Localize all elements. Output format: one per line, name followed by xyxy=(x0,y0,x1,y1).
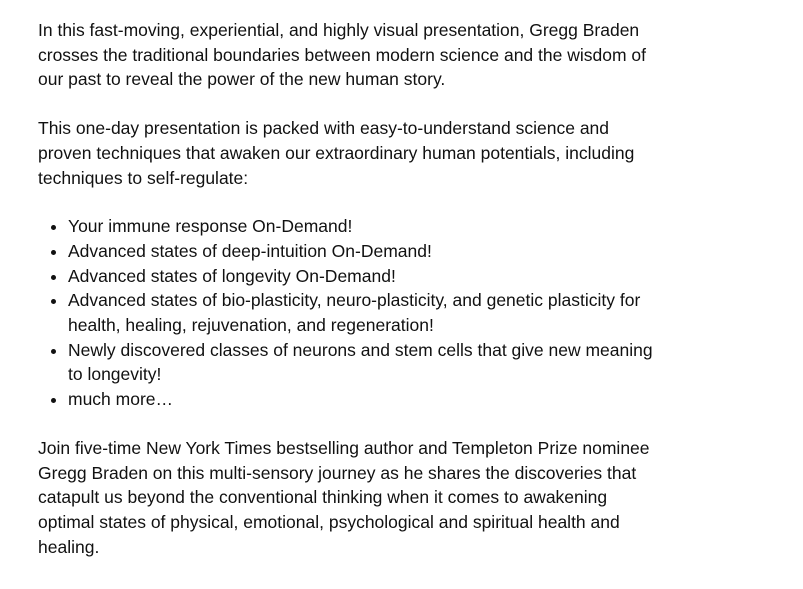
list-item: • much more… xyxy=(68,387,663,412)
list-item: • Newly discovered classes of neurons and stem cells that give new meaning to longevity! xyxy=(68,338,663,387)
intro-paragraph: In this fast-moving, experiential, and highly visual presentation, Gregg Braden crosses the traditional boundaries between modern science and the wisdom of our past to reveal the power of the new human story. xyxy=(38,20,646,90)
overview-paragraph: This one-day presentation is packed with easy-to-understand science and proven techniques that awaken our extraordinary human potentials, including techniques to self-regulate: xyxy=(38,118,635,188)
author-paragraph: Join five-time New York Times bestselling author and Templeton Prize nominee Gregg Braden on this multi-sensory journey as he shares the discoveries that catapult us beyond the conventional thinking when it comes to awakening optimal states of physical, emotional, psychological and spiritual health and healing. xyxy=(38,437,650,557)
list-item: • Your immune response On-Demand! xyxy=(68,214,663,239)
list-item: • Advanced states of bio-plasticity, neuro-plasticity, and genetic plasticity for health, healing, rejuvenation, and regeneration! xyxy=(68,288,663,337)
list-item: • Advanced states of deep-intuition On-Demand! xyxy=(68,239,663,264)
techniques-list xyxy=(38,214,663,412)
list-item: • Advanced states of longevity On-Demand! xyxy=(68,264,663,289)
article-body xyxy=(38,18,663,583)
